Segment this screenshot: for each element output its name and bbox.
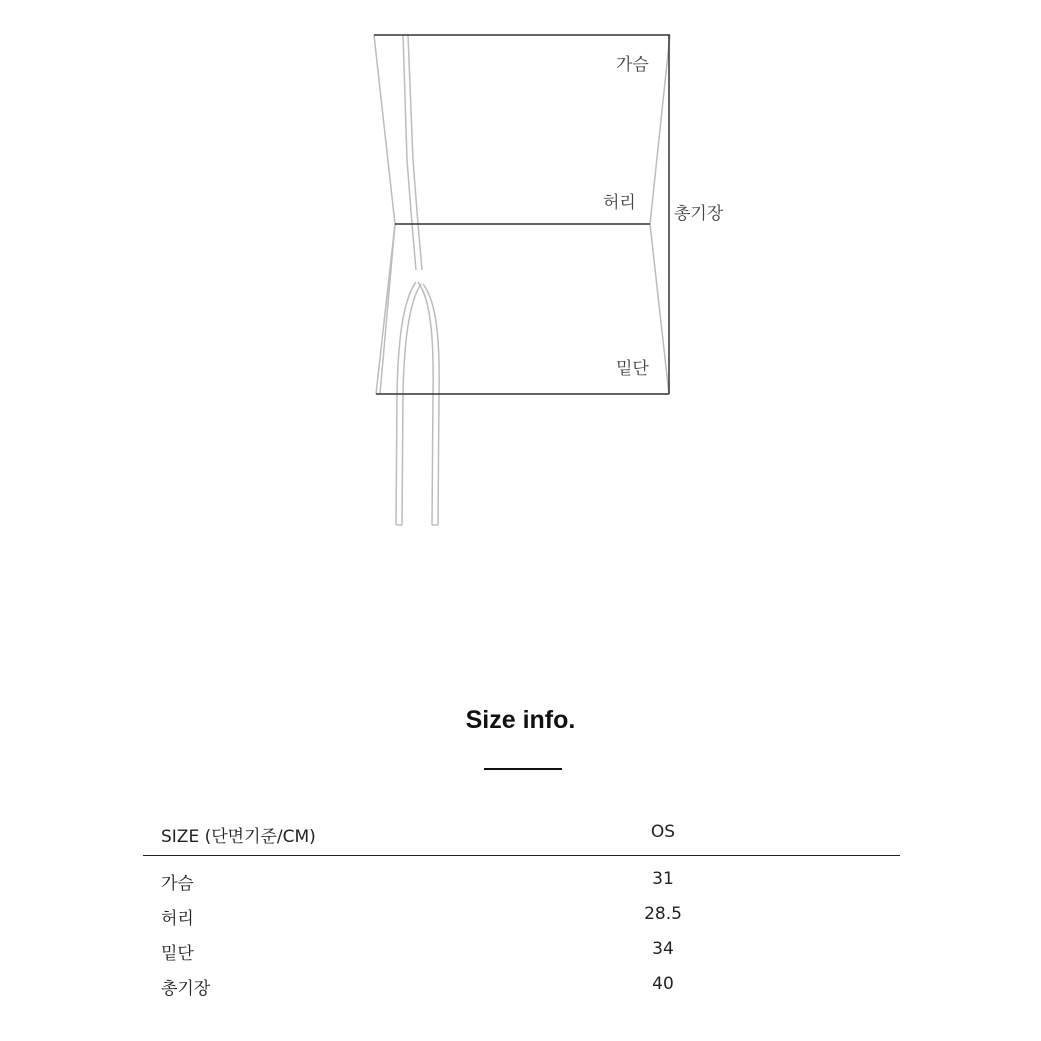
- row-label: 가슴: [161, 874, 194, 894]
- table-row: [143, 863, 900, 898]
- chest-label: 가슴: [616, 55, 649, 75]
- row-label: 총기장: [161, 979, 211, 999]
- table-row: [143, 898, 900, 933]
- waist-label: 허리: [603, 193, 636, 213]
- table-body: [143, 856, 900, 1003]
- measurement-lines: [374, 35, 670, 394]
- hem-label: 밑단: [616, 359, 649, 379]
- row-label: 밑단: [161, 944, 194, 964]
- row-label: 허리: [161, 909, 194, 929]
- row-value: 40: [652, 974, 674, 994]
- garment-outline: [374, 35, 670, 525]
- header-size-os: OS: [650, 822, 676, 842]
- title-underline: [484, 768, 562, 770]
- table-row: [143, 968, 900, 1003]
- size-info-title: Size info.: [465, 706, 576, 734]
- table-header: [143, 820, 900, 856]
- table-row: [143, 933, 900, 968]
- row-value: 34: [652, 939, 674, 959]
- header-size-label: SIZE (단면기준/CM): [161, 827, 316, 847]
- total-length-label: 총기장: [674, 204, 724, 224]
- row-value: 31: [652, 869, 674, 889]
- size-table: [143, 820, 900, 1003]
- row-value: 28.5: [644, 904, 682, 924]
